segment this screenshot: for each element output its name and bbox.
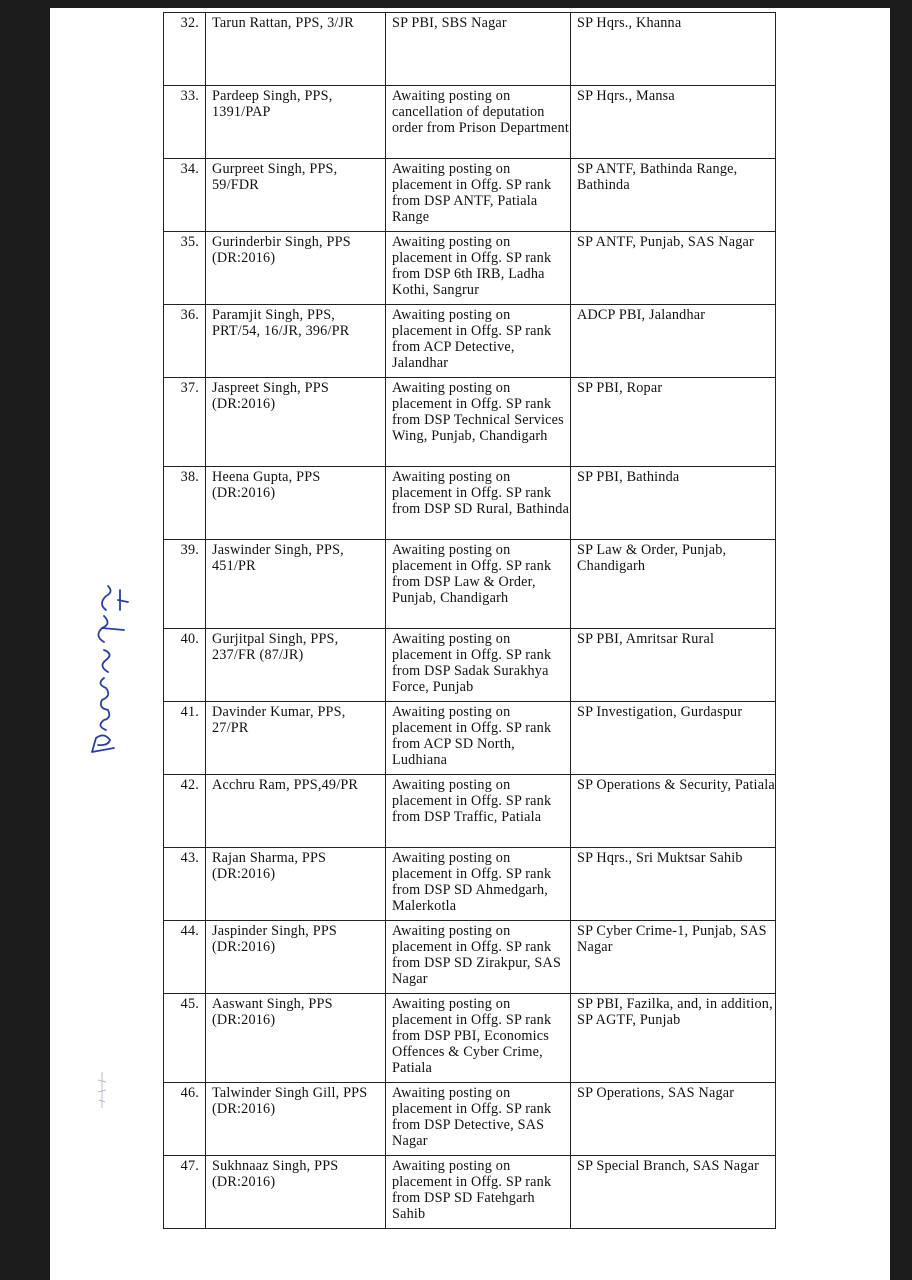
officer-name-cell: Pardeep Singh, PPS, 1391/PAP	[206, 86, 386, 159]
officer-name-cell: Gurinderbir Singh, PPS (DR:2016)	[206, 232, 386, 305]
serial-number-cell: 45.	[164, 994, 206, 1083]
new-posting-cell: SP Special Branch, SAS Nagar	[571, 1156, 776, 1229]
present-posting-cell: Awaiting posting on placement in Offg. SP rank from DSP Detective, SAS Nagar	[386, 1083, 571, 1156]
officer-name-cell: Gurjitpal Singh, PPS, 237/FR (87/JR)	[206, 629, 386, 702]
new-posting-cell: SP PBI, Bathinda	[571, 467, 776, 540]
table-row	[164, 1083, 776, 1156]
present-posting-cell: Awaiting posting on placement in Offg. SP rank from DSP Technical Services Wing, Punjab, Chandigarh	[386, 378, 571, 467]
serial-number-cell: 46.	[164, 1083, 206, 1156]
present-posting-cell: Awaiting posting on placement in Offg. SP rank from DSP PBI, Economics Offences & Cyber Crime, Patiala	[386, 994, 571, 1083]
new-posting-cell: SP ANTF, Bathinda Range, Bathinda	[571, 159, 776, 232]
present-posting-cell: SP PBI, SBS Nagar	[386, 13, 571, 86]
serial-number-cell: 39.	[164, 540, 206, 629]
table-row	[164, 159, 776, 232]
signature-image	[84, 580, 134, 760]
officer-name-cell: Rajan Sharma, PPS (DR:2016)	[206, 848, 386, 921]
present-posting-cell: Awaiting posting on placement in Offg. SP rank from DSP SD Rural, Bathinda	[386, 467, 571, 540]
serial-number-cell: 44.	[164, 921, 206, 994]
table-row	[164, 994, 776, 1083]
table-row	[164, 467, 776, 540]
present-posting-cell: Awaiting posting on placement in Offg. SP rank from DSP SD Ahmedgarh, Malerkotla	[386, 848, 571, 921]
faint-stamp-mark	[92, 1070, 112, 1110]
new-posting-cell: SP Hqrs., Mansa	[571, 86, 776, 159]
present-posting-cell: Awaiting posting on placement in Offg. SP rank from ACP Detective, Jalandhar	[386, 305, 571, 378]
table-row	[164, 848, 776, 921]
present-posting-cell: Awaiting posting on placement in Offg. SP rank from DSP Sadak Surakhya Force, Punjab	[386, 629, 571, 702]
new-posting-cell: SP Hqrs., Sri Muktsar Sahib	[571, 848, 776, 921]
table-row	[164, 629, 776, 702]
table-row	[164, 305, 776, 378]
new-posting-cell: SP Operations & Security, Patiala	[571, 775, 776, 848]
present-posting-cell: Awaiting posting on placement in Offg. SP rank from DSP 6th IRB, Ladha Kothi, Sangrur	[386, 232, 571, 305]
serial-number-cell: 38.	[164, 467, 206, 540]
officer-name-cell: Tarun Rattan, PPS, 3/JR	[206, 13, 386, 86]
new-posting-cell: SP Law & Order, Punjab, Chandigarh	[571, 540, 776, 629]
serial-number-cell: 36.	[164, 305, 206, 378]
serial-number-cell: 32.	[164, 13, 206, 86]
officer-name-cell: Paramjit Singh, PPS, PRT/54, 16/JR, 396/PR	[206, 305, 386, 378]
serial-number-cell: 42.	[164, 775, 206, 848]
present-posting-cell: Awaiting posting on placement in Offg. SP rank from DSP SD Fatehgarh Sahib	[386, 1156, 571, 1229]
new-posting-cell: SP ANTF, Punjab, SAS Nagar	[571, 232, 776, 305]
serial-number-cell: 34.	[164, 159, 206, 232]
serial-number-cell: 47.	[164, 1156, 206, 1229]
officer-name-cell: Jaspreet Singh, PPS (DR:2016)	[206, 378, 386, 467]
serial-number-cell: 33.	[164, 86, 206, 159]
officer-name-cell: Davinder Kumar, PPS, 27/PR	[206, 702, 386, 775]
serial-number-cell: 40.	[164, 629, 206, 702]
serial-number-cell: 41.	[164, 702, 206, 775]
new-posting-cell: SP Investigation, Gurdaspur	[571, 702, 776, 775]
officer-name-cell: Talwinder Singh Gill, PPS (DR:2016)	[206, 1083, 386, 1156]
table-row	[164, 540, 776, 629]
present-posting-cell: Awaiting posting on placement in Offg. SP rank from DSP SD Zirakpur, SAS Nagar	[386, 921, 571, 994]
table-row	[164, 775, 776, 848]
officer-name-cell: Jaswinder Singh, PPS, 451/PR	[206, 540, 386, 629]
serial-number-cell: 43.	[164, 848, 206, 921]
posting-table	[163, 12, 776, 1229]
serial-number-cell: 35.	[164, 232, 206, 305]
table-row	[164, 86, 776, 159]
table-row	[164, 921, 776, 994]
new-posting-cell: SP Operations, SAS Nagar	[571, 1083, 776, 1156]
new-posting-cell: SP Cyber Crime-1, Punjab, SAS Nagar	[571, 921, 776, 994]
present-posting-cell: Awaiting posting on placement in Offg. SP rank from DSP Law & Order, Punjab, Chandigarh	[386, 540, 571, 629]
present-posting-cell: Awaiting posting on cancellation of deputation order from Prison Department	[386, 86, 571, 159]
officer-name-cell: Aaswant Singh, PPS (DR:2016)	[206, 994, 386, 1083]
new-posting-cell: SP PBI, Fazilka, and, in addition, SP AGTF, Punjab	[571, 994, 776, 1083]
new-posting-cell: SP Hqrs., Khanna	[571, 13, 776, 86]
officer-name-cell: Sukhnaaz Singh, PPS (DR:2016)	[206, 1156, 386, 1229]
present-posting-cell: Awaiting posting on placement in Offg. SP rank from DSP Traffic, Patiala	[386, 775, 571, 848]
new-posting-cell: SP PBI, Ropar	[571, 378, 776, 467]
table-row	[164, 13, 776, 86]
table-row	[164, 232, 776, 305]
officer-name-cell: Acchru Ram, PPS,49/PR	[206, 775, 386, 848]
new-posting-cell: SP PBI, Amritsar Rural	[571, 629, 776, 702]
present-posting-cell: Awaiting posting on placement in Offg. SP rank from ACP SD North, Ludhiana	[386, 702, 571, 775]
officer-name-cell: Gurpreet Singh, PPS, 59/FDR	[206, 159, 386, 232]
table-row	[164, 378, 776, 467]
present-posting-cell: Awaiting posting on placement in Offg. SP rank from DSP ANTF, Patiala Range	[386, 159, 571, 232]
table-row	[164, 1156, 776, 1229]
table-row	[164, 702, 776, 775]
officer-name-cell: Jaspinder Singh, PPS (DR:2016)	[206, 921, 386, 994]
officer-name-cell: Heena Gupta, PPS (DR:2016)	[206, 467, 386, 540]
new-posting-cell: ADCP PBI, Jalandhar	[571, 305, 776, 378]
serial-number-cell: 37.	[164, 378, 206, 467]
